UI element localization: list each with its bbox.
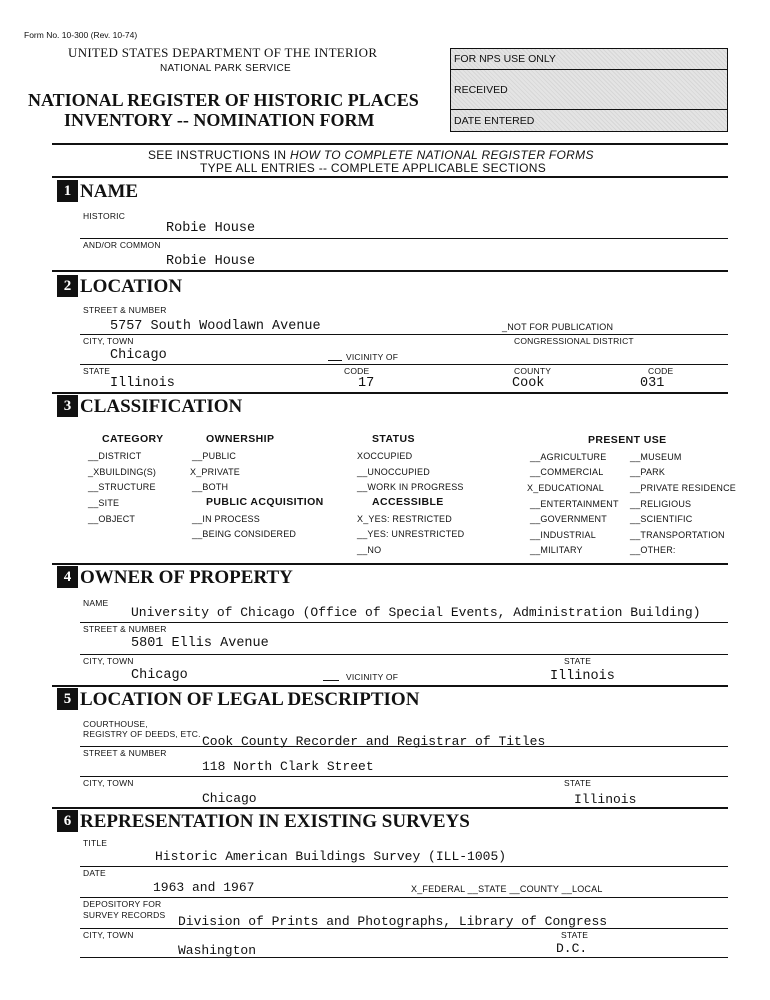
not-for-publication-checkbox[interactable]: _NOT FOR PUBLICATION xyxy=(502,322,614,332)
common-label: AND/OR COMMON xyxy=(83,240,161,250)
survey-title-label: TITLE xyxy=(83,838,108,848)
legal-city-label: CITY, TOWN xyxy=(83,778,134,788)
owner-street-value[interactable]: 5801 Ellis Avenue xyxy=(131,636,269,651)
status-option[interactable]: XOCCUPIED xyxy=(357,451,413,461)
depository-value[interactable]: Division of Prints and Photographs, Library of Congress xyxy=(178,914,608,929)
section-4-heading xyxy=(57,566,293,589)
section-2-number: 2 xyxy=(57,275,78,297)
survey-state-label: STATE xyxy=(561,930,589,940)
present-use-option[interactable]: __PRIVATE RESIDENCE xyxy=(630,483,736,493)
survey-date-line xyxy=(80,897,728,898)
section-6-number: 6 xyxy=(57,810,78,832)
category-heading: CATEGORY xyxy=(102,433,164,445)
nps-use-row xyxy=(451,49,727,70)
owner-street-line xyxy=(80,654,728,655)
county-code-value[interactable]: 031 xyxy=(640,376,665,391)
present-use-option[interactable]: __COMMERCIAL xyxy=(530,467,604,477)
instructions-title: HOW TO COMPLETE NATIONAL REGISTER FORMS xyxy=(290,148,594,162)
ownership-option[interactable]: __BOTH xyxy=(192,482,229,492)
category-option[interactable]: _XBUILDING(S) xyxy=(88,467,157,477)
historic-line xyxy=(80,238,728,239)
section-5-number: 5 xyxy=(57,688,78,710)
date-entered-label: DATE ENTERED xyxy=(454,115,535,127)
vicinity-blank xyxy=(328,360,342,361)
status-heading: STATUS xyxy=(372,433,415,445)
state-label: STATE xyxy=(83,366,111,376)
county-value[interactable]: Cook xyxy=(512,376,545,391)
ownership-option[interactable]: __PUBLIC xyxy=(192,451,237,461)
department-name: UNITED STATES DEPARTMENT OF THE INTERIOR xyxy=(68,45,378,60)
section-1-divider xyxy=(52,270,728,272)
section-2-heading xyxy=(57,275,182,298)
instructions-prefix: SEE INSTRUCTIONS IN xyxy=(148,148,291,162)
registry-label: REGISTRY OF DEEDS, ETC. xyxy=(83,729,201,739)
survey-title-line xyxy=(80,866,728,867)
section-3-title: CLASSIFICATION xyxy=(80,396,243,417)
survey-city-line xyxy=(80,957,728,958)
street-label: STREET & NUMBER xyxy=(83,305,167,315)
public-acquisition-heading: PUBLIC ACQUISITION xyxy=(206,496,324,508)
owner-vicinity-label: VICINITY OF xyxy=(346,672,399,682)
present-use-option[interactable]: X_EDUCATIONAL xyxy=(527,483,604,493)
date-entered-row xyxy=(451,109,727,131)
present-use-option[interactable]: __ENTERTAINMENT xyxy=(530,499,619,509)
accessible-heading: ACCESSIBLE xyxy=(372,496,444,508)
survey-title-value[interactable]: Historic American Buildings Survey (ILL-1005) xyxy=(155,849,507,864)
accessible-option[interactable]: __YES: UNRESTRICTED xyxy=(357,529,465,539)
section-4-number: 4 xyxy=(57,566,78,588)
form-number: Form No. 10-300 (Rev. 10-74) xyxy=(24,30,138,40)
street-value[interactable]: 5757 South Woodlawn Avenue xyxy=(110,319,321,334)
category-option[interactable]: __DISTRICT xyxy=(88,451,142,461)
section-5-heading xyxy=(57,688,419,711)
section-4-title: OWNER OF PROPERTY xyxy=(80,567,293,588)
category-option[interactable]: __OBJECT xyxy=(88,514,136,524)
present-use-option[interactable]: __PARK xyxy=(630,467,666,477)
survey-city-value[interactable]: Washington xyxy=(178,943,257,958)
owner-state-label: STATE xyxy=(564,656,592,666)
depository-label-2: SURVEY RECORDS xyxy=(83,910,166,920)
instructions-line-1 xyxy=(148,148,594,162)
legal-state-label: STATE xyxy=(564,778,592,788)
ownership-option[interactable]: X_PRIVATE xyxy=(190,467,240,477)
category-option[interactable]: __SITE xyxy=(88,498,120,508)
present-use-option[interactable]: __GOVERNMENT xyxy=(530,514,607,524)
present-use-option[interactable]: __TRANSPORTATION xyxy=(630,530,725,540)
survey-city-label: CITY, TOWN xyxy=(83,930,134,940)
section-2-divider xyxy=(52,392,728,394)
section-4-divider xyxy=(52,685,728,687)
courthouse-line xyxy=(80,746,728,747)
state-value[interactable]: Illinois xyxy=(110,376,175,391)
owner-city-value[interactable]: Chicago xyxy=(131,668,188,683)
county-label: COUNTY xyxy=(514,366,552,376)
congressional-district-label: CONGRESSIONAL DISTRICT xyxy=(514,336,634,346)
courthouse-label: COURTHOUSE, xyxy=(83,719,148,729)
present-use-option[interactable]: __SCIENTIFIC xyxy=(630,514,693,524)
category-option[interactable]: __STRUCTURE xyxy=(88,482,156,492)
present-use-option[interactable]: __AGRICULTURE xyxy=(530,452,607,462)
code-label: CODE xyxy=(344,366,370,376)
legal-street-line xyxy=(80,776,728,777)
received-row xyxy=(451,69,727,110)
survey-state-value[interactable]: D.C. xyxy=(556,941,588,956)
survey-date-label: DATE xyxy=(83,868,106,878)
present-use-heading: PRESENT USE xyxy=(588,434,667,446)
legal-state-value[interactable]: Illinois xyxy=(574,792,637,807)
depository-label-1: DEPOSITORY FOR xyxy=(83,899,162,909)
owner-city-label: CITY, TOWN xyxy=(83,656,134,666)
present-use-option[interactable]: __MUSEUM xyxy=(630,452,682,462)
section-5-divider xyxy=(52,807,728,809)
legal-street-label: STREET & NUMBER xyxy=(83,748,167,758)
city-line xyxy=(80,364,728,365)
owner-name-value[interactable]: University of Chicago (Office of Special Events, Administration Building) xyxy=(131,605,701,620)
accessible-option[interactable]: X_YES: RESTRICTED xyxy=(357,514,452,524)
form-title-1: NATIONAL REGISTER OF HISTORIC PLACES xyxy=(28,90,419,110)
service-name: NATIONAL PARK SERVICE xyxy=(160,63,291,74)
street-line xyxy=(80,334,728,335)
section-3-divider xyxy=(52,563,728,565)
owner-name-label: NAME xyxy=(83,598,109,608)
section-6-heading xyxy=(57,810,470,833)
owner-vicinity-blank xyxy=(323,680,339,681)
received-label: RECEIVED xyxy=(454,84,508,96)
accessible-option[interactable]: __NO xyxy=(357,545,382,555)
header-divider xyxy=(52,143,728,145)
section-3-heading xyxy=(57,395,242,418)
legal-street-value[interactable]: 118 North Clark Street xyxy=(202,759,374,774)
section-5-title: LOCATION OF LEGAL DESCRIPTION xyxy=(80,689,420,710)
city-label: CITY, TOWN xyxy=(83,336,134,346)
status-option[interactable]: __UNOCCUPIED xyxy=(357,467,430,477)
nps-use-box xyxy=(450,48,728,132)
historic-name-value[interactable]: Robie House xyxy=(166,221,256,236)
vicinity-label: VICINITY OF xyxy=(346,352,399,362)
common-name-value[interactable]: Robie House xyxy=(166,254,256,269)
section-1-number: 1 xyxy=(57,180,78,202)
present-use-option[interactable]: __MILITARY xyxy=(530,545,583,555)
city-value[interactable]: Chicago xyxy=(110,348,167,363)
historic-label: HISTORIC xyxy=(83,211,126,221)
section-2-title: LOCATION xyxy=(80,276,183,297)
owner-state-value[interactable]: Illinois xyxy=(550,669,615,684)
county-code-label: CODE xyxy=(648,366,674,376)
survey-date-value[interactable]: 1963 and 1967 xyxy=(153,880,255,895)
nps-use-label: FOR NPS USE ONLY xyxy=(454,53,556,65)
section-1-heading xyxy=(57,180,138,203)
ownership-heading: OWNERSHIP xyxy=(206,433,275,445)
survey-level-options[interactable]: X_FEDERAL __STATE __COUNTY __LOCAL xyxy=(411,884,603,894)
form-title-2: INVENTORY -- NOMINATION FORM xyxy=(64,110,375,130)
owner-street-label: STREET & NUMBER xyxy=(83,624,167,634)
legal-city-value[interactable]: Chicago xyxy=(202,791,257,806)
present-use-option[interactable]: __INDUSTRIAL xyxy=(530,530,596,540)
status-option[interactable]: __WORK IN PROGRESS xyxy=(357,482,464,492)
owner-name-line xyxy=(80,622,728,623)
present-use-option[interactable]: __OTHER: xyxy=(630,545,676,555)
present-use-option[interactable]: __RELIGIOUS xyxy=(630,499,692,509)
state-code-value[interactable]: 17 xyxy=(358,376,375,391)
acquisition-option[interactable]: __BEING CONSIDERED xyxy=(192,529,297,539)
instructions-divider xyxy=(52,176,728,178)
section-3-number: 3 xyxy=(57,395,78,417)
acquisition-option[interactable]: __IN PROCESS xyxy=(192,514,260,524)
instructions-line-2: TYPE ALL ENTRIES -- COMPLETE APPLICABLE SECTIONS xyxy=(200,161,547,175)
section-1-title: NAME xyxy=(80,181,139,202)
section-6-title: REPRESENTATION IN EXISTING SURVEYS xyxy=(80,811,470,832)
depository-line xyxy=(80,928,728,929)
courthouse-value[interactable]: Cook County Recorder and Registrar of Titles xyxy=(202,734,546,749)
